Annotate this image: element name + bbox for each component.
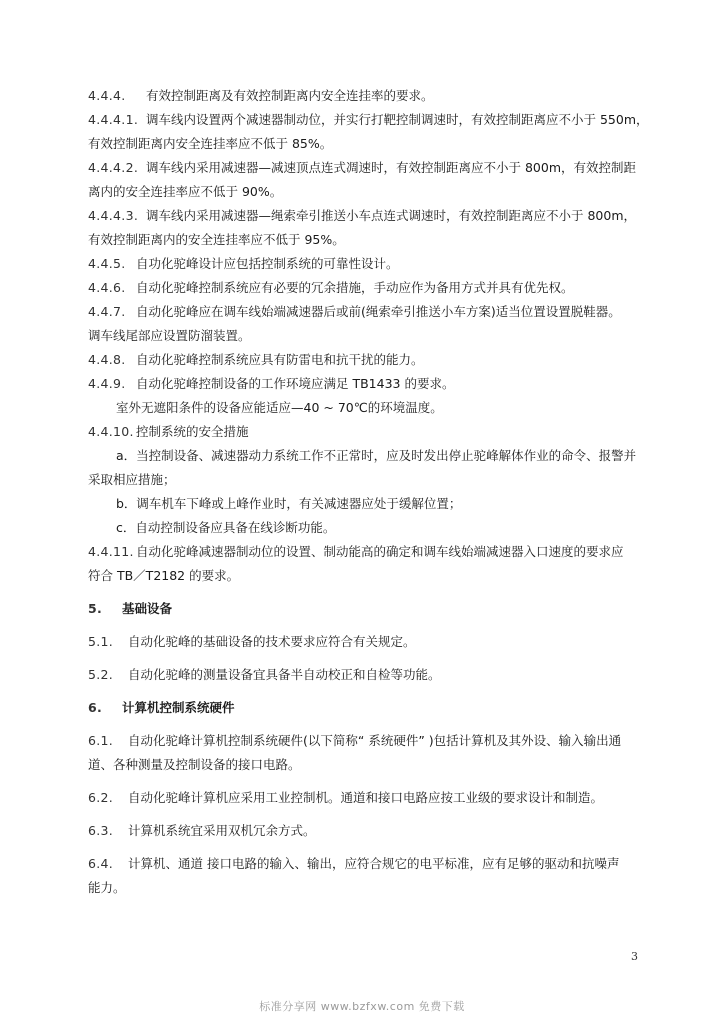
section-title: 基础设备 [122,601,173,616]
clause-text: c．自动控制设备应具备在线诊断功能。 [116,520,336,535]
clause-text: 自动化驼峰减速器制动位的设置、制动能高的确定和调车线始端减速器入口速度的要求应 [136,544,624,559]
clause-4-4-6 [88,276,648,300]
clause-continuation [88,180,648,204]
clause-number: 6.2. [88,790,114,805]
clause-number: 4.4.7. [88,304,126,319]
section-number: 5. [88,601,103,616]
clause-6-4 [88,852,648,876]
clause-6-1 [88,729,648,753]
clause-text: a．当控制设备、减速器动力系统工作不正常时，应及时发出停止驼峰解体作业的命令、报警并 [116,448,637,463]
clause-number: 4.4.11. [88,544,134,559]
footer-watermark: 标准分享网 www.bzfxw.com 免费下载 [259,1000,465,1013]
list-item-b [88,492,648,516]
section-heading-6 [88,696,648,720]
clause-text: 调车线内采用减速器—减速顶点连式凋速时，有效控制距离应不小于 800m，有效控制距 [146,160,637,175]
clause-5-2 [88,663,648,687]
clause-continuation [88,468,648,492]
clause-text: 自动化驼峰的基础设备的技术要求应符合有关规定。 [128,634,416,649]
clause-4-4-4-3 [88,204,648,228]
clause-5-1 [88,630,648,654]
clause-continuation [88,564,648,588]
list-item-a [88,444,648,468]
clause-4-4-9 [88,372,648,396]
clause-number: 4.4.4.1. [88,112,139,127]
page-number: 3 [631,950,638,963]
clause-text: 自动化驼峰计算机应采用工业控制机。通道和接口电路应按工业级的要求设计和制造。 [128,790,604,805]
clause-6-2 [88,786,648,810]
clause-text: 调车线内设置两个减速器制动位，并实行打靶控制调速时，有效控制距离应不小于 550m， [146,112,649,127]
section-number: 6. [88,700,103,715]
clause-4-4-4-1 [88,108,648,132]
clause-text: 采取相应措施； [88,472,176,487]
clause-number: 4.4.4.3. [88,208,139,223]
clause-number: 6.1. [88,733,114,748]
clause-text: 离内的安全连挂率应不低于 90%。 [88,184,283,199]
clause-text: 自动化驼峰控制设备的工作环境应满足 TB1433 的要求。 [136,376,455,391]
clause-6-3 [88,819,648,843]
clause-continuation [88,396,648,420]
clause-text: 道、各种测量及控制设备的接口电路。 [88,757,301,772]
clause-number: 4.4.4.2. [88,160,139,175]
clause-text: 有效控制距离内的安全连挂率应不低于 95%。 [88,232,345,247]
clause-text: 有效控制距离内安全连挂率应不低于 85%。 [88,136,333,151]
clause-text: 自功化驼峰设计应包括控制系统的可靠性设计。 [136,256,399,271]
clause-text: 自动化驼峰计算机控制系统硬件(以下简称“ 系统硬件” )包括计算机及其外设、输入输出通 [128,733,622,748]
clause-text: b．调车机车下峰或上峰作业时，有关减速器应处于缓解位置； [116,496,462,511]
clause-text: 能力。 [88,880,126,895]
clause-continuation [88,876,648,900]
section-heading-5 [88,597,648,621]
clause-number: 5.1. [88,634,114,649]
clause-4-4-4-2 [88,156,648,180]
clause-text: 符合 TB／T2182 的要求。 [88,568,240,583]
clause-text: 自动化驼峰控制系统应有必要的冗余措施，手动应作为备用方式并具有优先权。 [136,280,574,295]
clause-text: 计算机系统宜采用双机冗余方式。 [128,823,316,838]
clause-number: 4.4.6. [88,280,126,295]
clause-4-4-8 [88,348,648,372]
clause-number: 4.4.9. [88,376,126,391]
clause-number: 4.4.8. [88,352,126,367]
clause-4-4-10 [88,420,648,444]
clause-text: 控制系统的安全措施 [136,424,249,439]
clause-continuation [88,228,648,252]
clause-4-4-5 [88,252,648,276]
clause-number: 6.4. [88,856,114,871]
clause-4-4-4 [88,84,648,108]
section-title: 计算机控制系统硬件 [122,700,235,715]
document-body [88,84,648,900]
clause-number: 4.4.10. [88,424,134,439]
list-item-c [88,516,648,540]
clause-text: 自动化驼峰应在调车线始端减速器后或前(绳索牵引推送小车方案)适当位置设置脱鞋器。 [136,304,621,319]
clause-text: 自动化驼峰控制系统应具有防雷电和抗干扰的能力。 [136,352,424,367]
clause-number: 4.4.5. [88,256,126,271]
clause-number: 5.2. [88,667,114,682]
clause-text: 调车线内采用减速器—绳索牵引推送小车点连式调速时，有效控制距离应不小于 800m， [146,208,637,223]
clause-text: 调车线尾部应设置防溜装置。 [88,328,251,343]
clause-text: 有效控制距离及有效控制距离内安全连挂率的要求。 [146,88,434,103]
clause-text: 计算机、通道 接口电路的输入、输出，应符合规它的电平标准，应有足够的驱动和抗噪声 [128,856,620,871]
clause-continuation [88,324,648,348]
clause-continuation [88,753,648,777]
clause-text: 自动化驼峰的测量设备宜具备半自动校正和自检等功能。 [128,667,441,682]
clause-text: 室外无遮阳条件的设备应能适应—40 ~ 70℃的环境温度。 [116,400,443,415]
clause-4-4-7 [88,300,648,324]
clause-4-4-11 [88,540,648,564]
clause-continuation [88,132,648,156]
clause-number: 4.4.4. [88,88,126,103]
clause-number: 6.3. [88,823,114,838]
